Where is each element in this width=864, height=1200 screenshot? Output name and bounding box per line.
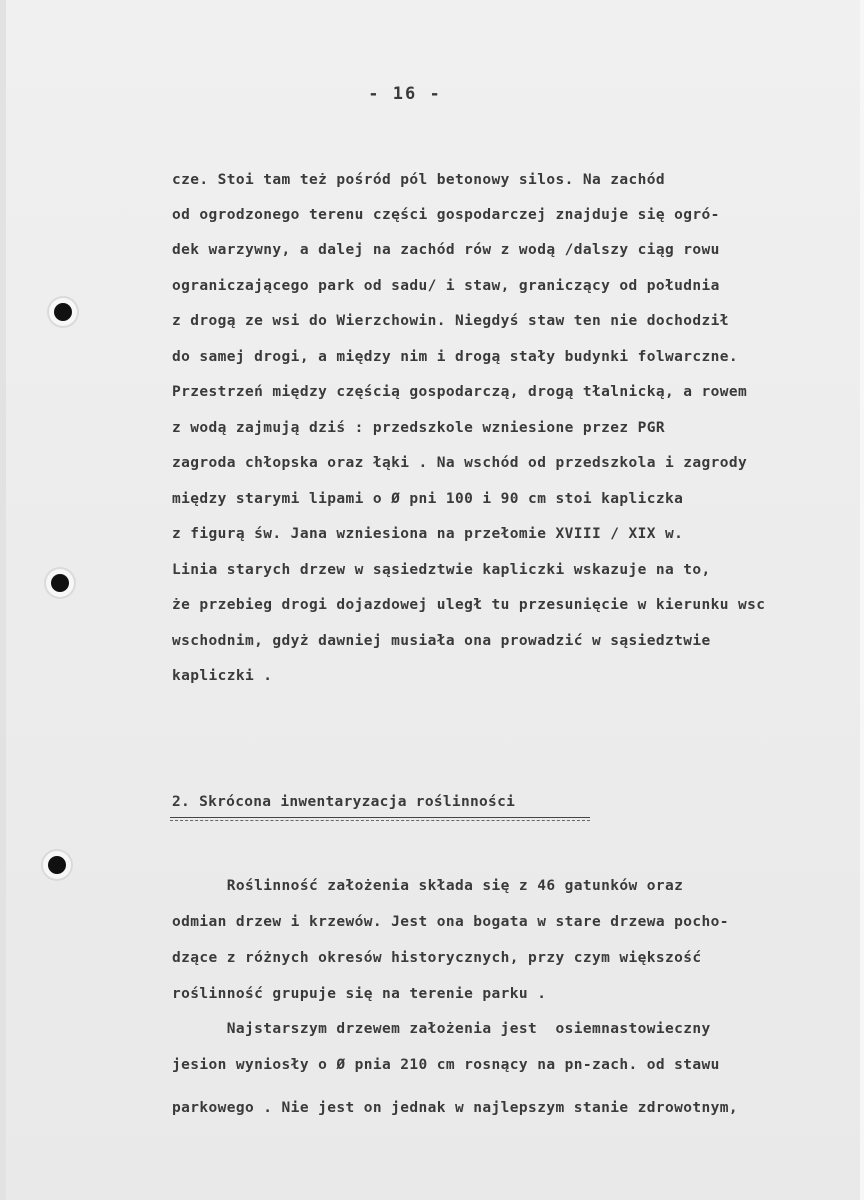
punch-hole-top <box>54 303 72 321</box>
heading-underline-dashed <box>170 820 590 821</box>
paragraph-1-line: z drogą ze wsi do Wierzchowin. Niegdyś staw ten nie dochodził <box>172 313 729 329</box>
paragraph-1-line: Przestrzeń między częścią gospodarczą, drogą tłalnicką, a rowem <box>172 384 748 400</box>
page-edge-highlight <box>860 0 864 1200</box>
paragraph-3-line: Najstarszym drzewem założenia jest osiemnastowieczny <box>172 1021 711 1037</box>
paragraph-1-line: z figurą św. Jana wzniesiona na przełomie XVIII / XIX w. <box>172 526 684 542</box>
page-number: - 16 - <box>368 84 442 104</box>
page-edge-shadow <box>0 0 6 1200</box>
paragraph-1-line: Linia starych drzew w sąsiedztwie kapliczki wskazuje na to, <box>172 562 711 578</box>
paragraph-3-line: parkowego . Nie jest on jednak w najlepszym stanie zdrowotnym, <box>172 1100 739 1116</box>
section-heading: 2. Skrócona inwentaryzacja roślinności <box>172 794 516 810</box>
paragraph-2-line: dzące z różnych okresów historycznych, przy czym większość <box>172 950 702 966</box>
paragraph-1-line: kapliczki . <box>172 668 273 684</box>
paragraph-1-line: z wodą zajmują dziś : przedszkole wzniesione przez PGR <box>172 420 666 436</box>
paragraph-1-line: między starymi lipami o Ø pni 100 i 90 cm stoi kapliczka <box>172 491 684 507</box>
paragraph-1-line: wschodnim, gdyż dawniej musiała ona prowadzić w sąsiedztwie <box>172 633 711 649</box>
heading-underline <box>170 817 590 818</box>
paragraph-1-line: dek warzywny, a dalej na zachód rów z wodą /dalszy ciąg rowu <box>172 242 720 258</box>
paragraph-1-line: do samej drogi, a między nim i drogą stały budynki folwarczne. <box>172 349 739 365</box>
punch-hole-middle <box>51 574 69 592</box>
paragraph-1-line: ograniczającego park od sadu/ i staw, graniczący od południa <box>172 278 720 294</box>
paragraph-1-line: zagroda chłopska oraz łąki . Na wschód od przedszkola i zagrody <box>172 455 748 471</box>
paragraph-3-line: jesion wyniosły o Ø pnia 210 cm rosnący na pn-zach. od stawu <box>172 1057 720 1073</box>
paragraph-1-line: cze. Stoi tam też pośród pól betonowy silos. Na zachód <box>172 172 666 188</box>
punch-hole-bottom <box>48 856 66 874</box>
paragraph-2-line: odmian drzew i krzewów. Jest ona bogata w stare drzewa pocho- <box>172 914 729 930</box>
paragraph-1-line: od ogrodzonego terenu części gospodarczej znajduje się ogró- <box>172 207 720 223</box>
paragraph-2-line: roślinność grupuje się na terenie parku . <box>172 986 547 1002</box>
paragraph-1-line: że przebieg drogi dojazdowej uległ tu przesunięcie w kierunku wsc <box>172 597 766 613</box>
paragraph-2-line: Roślinność założenia składa się z 46 gatunków oraz <box>172 878 684 894</box>
